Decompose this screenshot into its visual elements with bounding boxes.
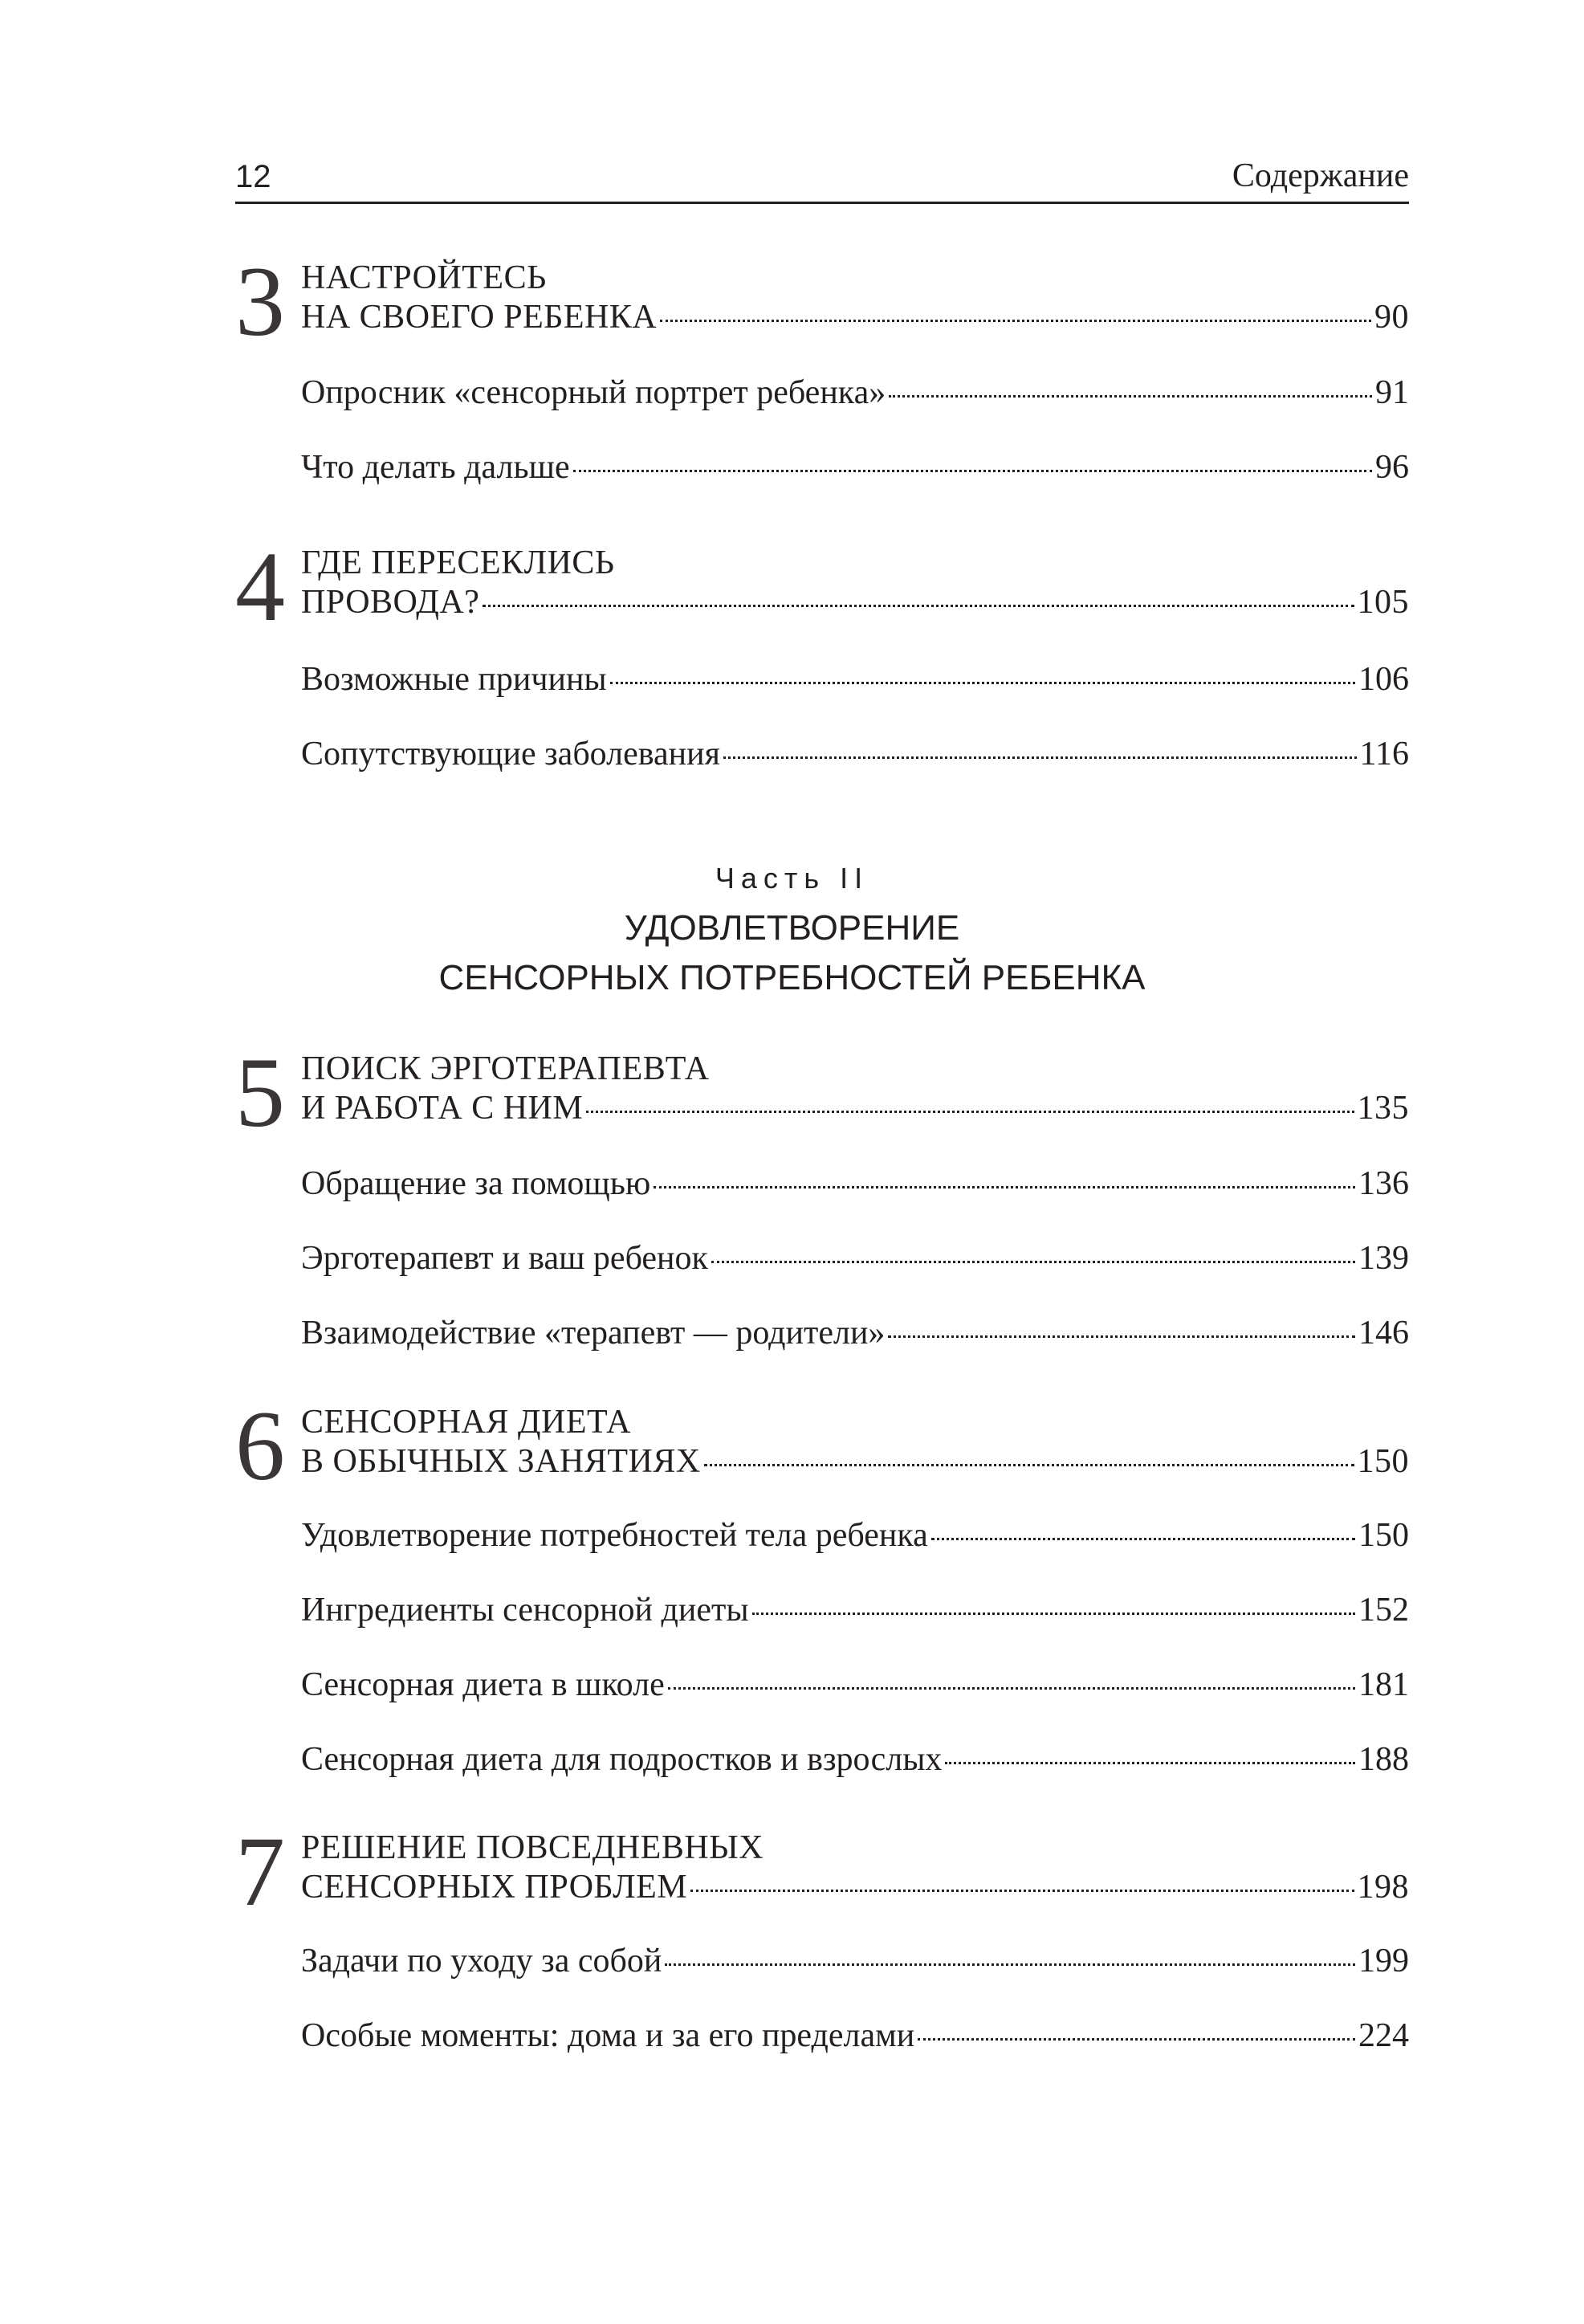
entry-title: Сенсорная диета для подростков и взрослых <box>301 1741 943 1778</box>
dot-leader <box>690 1890 1354 1892</box>
chapter-number: 4 <box>235 532 285 642</box>
chapter-6 <box>235 1391 1409 1501</box>
dot-leader <box>888 1335 1355 1338</box>
chapter-title-text: СЕНСОРНЫХ ПРОБЛЕМ <box>301 1869 688 1906</box>
chapter-title-line2 <box>301 1442 1409 1481</box>
dot-leader <box>654 1186 1355 1189</box>
toc-entry[interactable] <box>301 660 1409 699</box>
chapter-number: 6 <box>235 1391 285 1501</box>
entry-title: Опросник «сенсорный портрет ребенка» <box>301 374 886 411</box>
entry-page: 150 <box>1358 1517 1409 1554</box>
entry-title: Возможные причины <box>301 661 607 698</box>
toc-entry[interactable] <box>301 373 1409 412</box>
chapter-title-text: НА СВОЕГО РЕБЕНКА <box>301 299 658 336</box>
chapter-number: 5 <box>235 1038 285 1148</box>
entry-title: Что делать дальше <box>301 449 570 486</box>
chapter-title-text: И РАБОТА С НИМ <box>301 1090 584 1127</box>
chapter-4 <box>235 532 1409 642</box>
dot-leader <box>889 395 1372 398</box>
page-number: 12 <box>235 159 271 194</box>
entry-title: Удовлетворение потребностей тела ребенка <box>301 1517 928 1554</box>
toc-entry[interactable] <box>301 1314 1409 1352</box>
entry-page: 139 <box>1358 1240 1409 1277</box>
dot-leader <box>931 1538 1355 1540</box>
entry-title: Обращение за помощью <box>301 1165 651 1202</box>
chapter-title-line1: РЕШЕНИЕ ПОВСЕДНЕВНЫХ <box>301 1829 764 1866</box>
chapter-title-text: В ОБЫЧНЫХ ЗАНЯТИЯХ <box>301 1443 701 1480</box>
dot-leader <box>945 1762 1355 1764</box>
chapter-title-line2 <box>301 298 1409 336</box>
toc-entry[interactable] <box>301 2016 1409 2055</box>
chapter-number: 3 <box>235 247 285 357</box>
entry-title: Сенсорная диета в школе <box>301 1666 665 1703</box>
toc-entry[interactable] <box>301 448 1409 487</box>
toc-entry[interactable] <box>301 1164 1409 1203</box>
dot-leader <box>586 1111 1354 1113</box>
toc-entry[interactable] <box>301 1740 1409 1779</box>
chapter-title-line1: ПОИСК ЭРГОТЕРАПЕВТА <box>301 1050 710 1087</box>
dot-leader <box>752 1613 1355 1615</box>
entry-page: 146 <box>1358 1315 1409 1352</box>
entry-title: Ингредиенты сенсорной диеты <box>301 1592 749 1629</box>
chapter-title-line2 <box>301 1089 1409 1127</box>
part-title-line2: СЕНСОРНЫХ ПОТРЕБНОСТЕЙ РЕБЕНКА <box>438 958 1146 997</box>
chapter-title-line2 <box>301 583 1409 622</box>
chapter-title-line2 <box>301 1868 1409 1906</box>
entry-page: 199 <box>1358 1943 1409 1979</box>
entry-page: 224 <box>1358 2017 1409 2054</box>
chapter-3 <box>235 247 1409 357</box>
part-title-line1: УДОВЛЕТВОРЕНИЕ <box>624 908 960 948</box>
entry-page: 136 <box>1358 1165 1409 1202</box>
chapter-title-line1: СЕНСОРНАЯ ДИЕТА <box>301 1404 631 1441</box>
entry-page: 91 <box>1375 374 1409 411</box>
chapter-title-text: ПРОВОДА? <box>301 584 480 621</box>
toc-entry[interactable] <box>301 1942 1409 1980</box>
toc-entry[interactable] <box>301 1666 1409 1704</box>
toc-entry[interactable] <box>301 735 1409 773</box>
chapter-7 <box>235 1816 1409 1926</box>
page-header <box>235 149 1409 204</box>
entry-page: 152 <box>1358 1592 1409 1629</box>
entry-page: 188 <box>1358 1741 1409 1778</box>
entry-title: Особые моменты: дома и за его пределами <box>301 2017 915 2054</box>
chapter-page: 198 <box>1357 1869 1409 1906</box>
dot-leader <box>704 1464 1354 1466</box>
toc-entry[interactable] <box>301 1591 1409 1629</box>
dot-leader <box>573 470 1372 472</box>
entry-page: 116 <box>1359 736 1409 773</box>
dot-leader <box>665 1963 1355 1966</box>
chapter-5 <box>235 1038 1409 1148</box>
chapter-page: 135 <box>1357 1090 1409 1127</box>
toc-entry[interactable] <box>301 1239 1409 1278</box>
part-label: Часть II <box>715 862 869 895</box>
entry-page: 106 <box>1358 661 1409 698</box>
dot-leader <box>918 2038 1355 2041</box>
entry-page: 96 <box>1375 449 1409 486</box>
toc-entry[interactable] <box>301 1516 1409 1555</box>
dot-leader <box>610 682 1355 684</box>
chapter-title-line1: НАСТРОЙТЕСЬ <box>301 259 547 296</box>
dot-leader <box>660 320 1371 322</box>
chapter-number: 7 <box>235 1816 285 1926</box>
entry-title: Сопутствующие заболевания <box>301 736 720 773</box>
dot-leader <box>483 605 1354 607</box>
entry-page: 181 <box>1358 1666 1409 1703</box>
dot-leader <box>723 756 1357 759</box>
running-title: Содержание <box>1232 157 1409 194</box>
chapter-page: 150 <box>1357 1443 1409 1480</box>
chapter-page: 90 <box>1374 299 1409 336</box>
chapter-page: 105 <box>1357 584 1409 621</box>
entry-title: Эрготерапевт и ваш ребенок <box>301 1240 708 1277</box>
entry-title: Задачи по уходу за собой <box>301 1943 662 1979</box>
entry-title: Взаимодействие «терапевт — родители» <box>301 1315 886 1352</box>
dot-leader <box>668 1687 1355 1690</box>
header-rule <box>235 202 1409 204</box>
chapter-title-line1: ГДЕ ПЕРЕСЕКЛИСЬ <box>301 544 615 581</box>
dot-leader <box>711 1261 1355 1263</box>
